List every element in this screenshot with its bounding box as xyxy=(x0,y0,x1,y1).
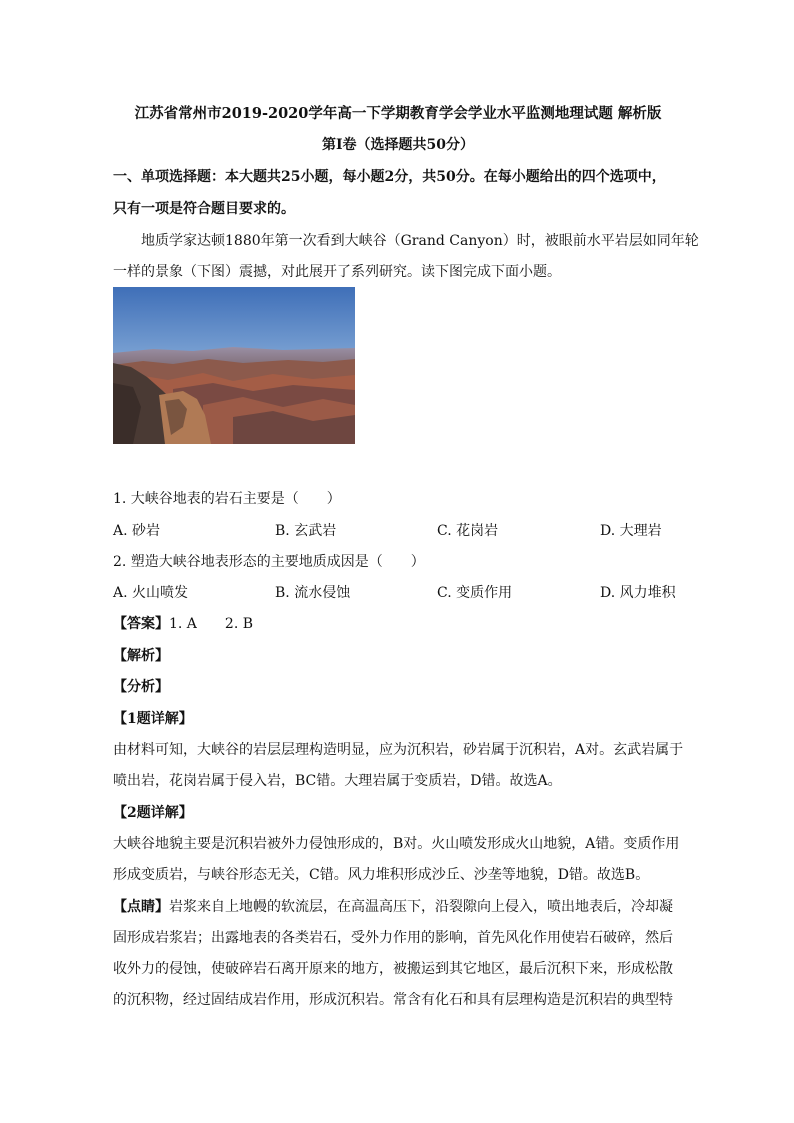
question-1-detail-text-cont: 喷出岩，花岗岩属于侵入岩，BC错。大理岩属于变质岩，D错。故选A。 xyxy=(113,773,562,789)
document-title: 江苏省常州市2019-2020学年高一下学期教育学会学业水平监测地理试题 解析版 xyxy=(134,105,662,122)
answer-line xyxy=(113,613,683,633)
question-1-option-b: B. 玄武岩 xyxy=(275,523,337,539)
tip-line-1 xyxy=(113,896,683,916)
intro-text: 地质学家达顿1880年第一次看到大峡谷（Grand Canyon）时，被眼前水平岩层如同年轮 xyxy=(141,233,699,249)
answer-label: 【答案】 xyxy=(113,616,169,632)
tip-line-2: 固形成岩浆岩；出露地表的各类岩石，受外力作用的影响，首先风化作用使岩石破碎，然后 xyxy=(113,930,673,946)
question-2-detail-label: 【2题详解】 xyxy=(113,805,193,821)
tip-text: 岩浆来自上地幔的软流层，在高温高压下，沿裂隙向上侵入，喷出地表后，冷却凝 xyxy=(169,899,673,915)
tip-line-4: 的沉积物，经过固结成岩作用，形成沉积岩。常含有化石和具有层理构造是沉积岩的典型特 xyxy=(113,992,673,1008)
tip-label: 【点睛】 xyxy=(113,899,169,915)
part-subtitle: 第Ⅰ卷（选择题共50分） xyxy=(321,137,475,153)
question-1-detail-label: 【1题详解】 xyxy=(113,711,193,727)
question-1-option-d: D. 大理岩 xyxy=(600,523,662,539)
question-1-option-a: A. 砂岩 xyxy=(113,523,161,539)
question-2-option-b: B. 流水侵蚀 xyxy=(275,585,351,601)
question-1-option-c: C. 花岗岩 xyxy=(437,523,499,539)
question-2-option-c: C. 变质作用 xyxy=(437,585,513,601)
question-1-stem: 1. 大峡谷地表的岩石主要是（ ） xyxy=(113,491,341,507)
question-2-detail-text-cont: 形成变质岩，与峡谷形态无关，C错。风力堆积形成沙丘、沙垄等地貌，D错。故选B。 xyxy=(113,867,650,883)
question-2-option-d: D. 风力堆积 xyxy=(600,585,676,601)
analysis-label: 【解析】 xyxy=(113,648,169,664)
fenxi-label: 【分析】 xyxy=(113,679,169,695)
grand-canyon-photo xyxy=(113,287,355,444)
section-heading-cont: 只有一项是符合题目要求的。 xyxy=(113,201,295,217)
question-1-detail-text: 由材料可知，大峡谷的岩层层理构造明显，应为沉积岩，砂岩属于沉积岩，A对。玄武岩属于 xyxy=(113,742,684,758)
answer-text: 1. A 2. B xyxy=(169,616,254,632)
intro-text-cont: 一样的景象（下图）震撼，对此展开了系列研究。读下图完成下面小题。 xyxy=(113,264,561,280)
question-2-option-a: A. 火山喷发 xyxy=(113,585,189,601)
question-2-stem: 2. 塑造大峡谷地表形态的主要地质成因是（ ） xyxy=(113,554,425,570)
tip-line-3: 收外力的侵蚀，使破碎岩石离开原来的地方，被搬运到其它地区，最后沉积下来，形成松散 xyxy=(113,961,673,977)
section-heading: 一、单项选择题：本大题共25小题，每小题2分，共50分。在每小题给出的四个选项中， xyxy=(113,169,666,185)
question-2-detail-text: 大峡谷地貌主要是沉积岩被外力侵蚀形成的，B对。火山喷发形成火山地貌，A错。变质作用 xyxy=(113,836,680,852)
